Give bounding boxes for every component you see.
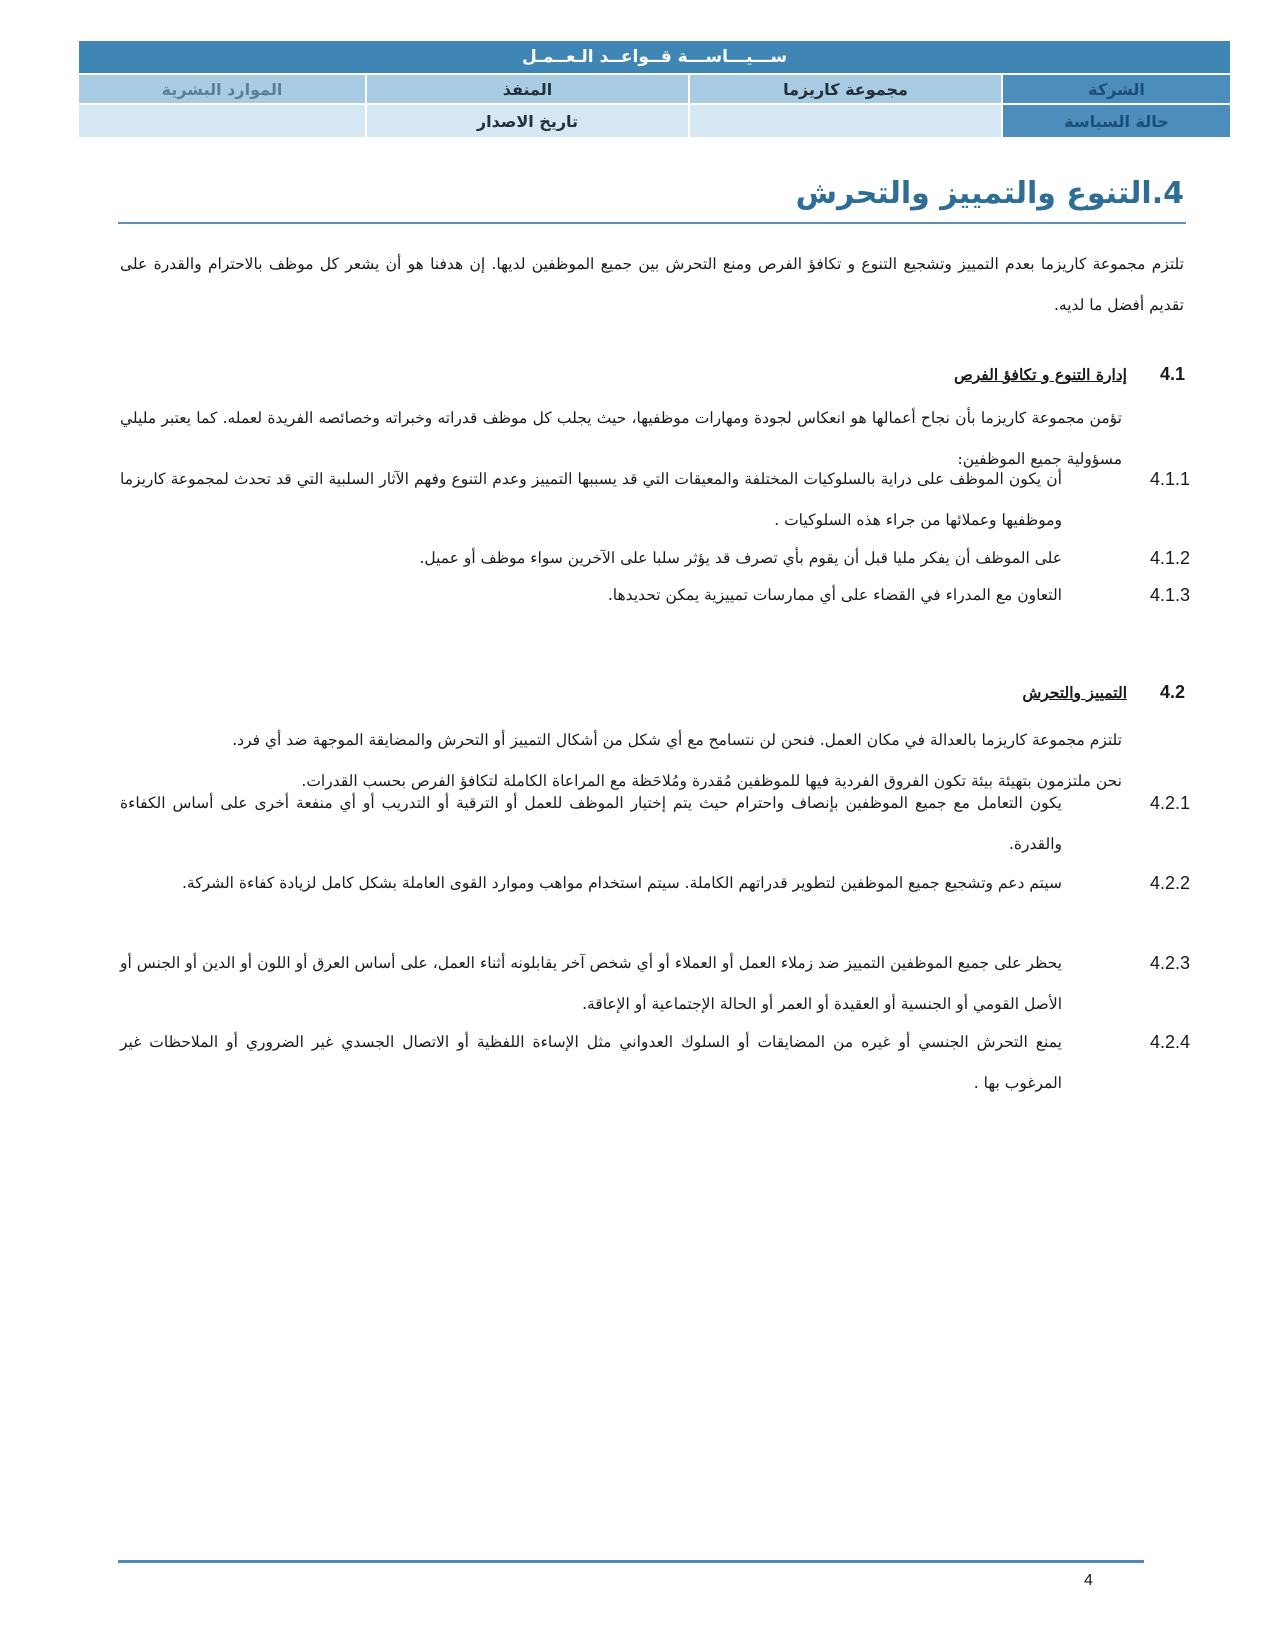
subsection-number: 4.1 <box>1159 364 1185 384</box>
item-text: يحظر على جميع الموظفين التمييز ضد زملاء العمل أو العملاء أو أي شخص آخر يقابلونه أثناء العمل، على أساس العرق أو اللون أو الدين أو الجنس أو الأصل القومي أو الجنسية أو العقيدة أو العمر أو الحالة الإجتماعية أو الإعاقة. <box>120 954 1062 1013</box>
subsection-4-1-heading <box>900 364 1185 385</box>
subsection-4-2-heading <box>960 682 1185 703</box>
subsection-4-2-paragraph: نحن ملتزمون بتهيئة بيئة تكون الفروق الفردية فيها للموظفين مُقدرة ومُلاحَظة مع المراعاة الكاملة لتكافؤ الفرص بحسب القدرات. <box>301 772 1122 790</box>
item-text: يكون التعامل مع جميع الموظفين بإنصاف واحترام حيث يتم إختيار الموظف للعمل أو الترقية أو التدريب أو أي منفعة أخرى على أساس الكفاءة والقدرة. <box>120 794 1062 853</box>
item-number: 4.1.1 <box>1149 469 1190 489</box>
page-number: 4 <box>1084 1572 1093 1589</box>
subsection-title: إدارة التنوع و تكافؤ الفرص <box>953 365 1127 384</box>
company-value: مجموعة كاريزما <box>689 74 1002 104</box>
item-text: يمنع التحرش الجنسي أو غيره من المضايقات أو السلوك العدواني مثل الإساءة اللفظية أو الاتصال الجسدي غير الضروري أو الملاحظات غير المرغوب بها . <box>120 1033 1062 1092</box>
list-item <box>120 575 1190 616</box>
list-item <box>120 459 1190 541</box>
list-item <box>120 1022 1190 1104</box>
list-item <box>120 943 1190 1025</box>
item-text: على الموظف أن يفكر مليا قبل أن يقوم بأي تصرف قد يؤثر سلبا على الآخرين سواء موظف أو عميل. <box>419 549 1062 567</box>
subsection-4-1-paragraph: تؤمن مجموعة كاريزما بأن نجاح أعمالها هو انعكاس لجودة ومهارات موظفيها، حيث يجلب كل موظف قدراته وخبراته وخصائصه الفريدة لعمله. كما يعتبر مليلي مسؤولية جميع الموظفين: <box>120 409 1122 468</box>
list-item <box>120 783 1190 865</box>
footer-divider <box>118 1560 1144 1563</box>
item-number: 4.2.4 <box>1149 1032 1190 1052</box>
subsection-4-2-paragraph: تلتزم مجموعة كاريزما بالعدالة في مكان العمل. فنحن لن نتسامح مع أي شكل من أشكال التمييز أو التحرش والمضايقة الموجهة ضد أي فرد. <box>232 731 1122 749</box>
item-text: أن يكون الموظف على دراية بالسلوكيات المختلفة والمعيقات التي قد يسببها التمييز وعدم التنوع وفهم الآثار السلبية التي قد تحدث لمجموعة كاريزما وموظفيها وعملائها من جراء هذه السلوكيات . <box>120 470 1062 529</box>
subsection-title: التمييز والتحرش <box>1022 683 1127 702</box>
item-number: 4.2.1 <box>1149 793 1190 813</box>
status-value <box>689 104 1002 138</box>
issue-date-label: تاريخ الاصدار <box>366 104 689 138</box>
item-text: التعاون مع المدراء في القضاء على أي ممارسات تمييزية يمكن تحديدها. <box>607 586 1062 604</box>
executor-label: المنفذ <box>366 74 689 104</box>
heading-divider <box>118 222 1186 224</box>
status-label: حالة السياسة <box>1002 104 1231 138</box>
policy-header-table <box>77 39 1232 139</box>
subsection-number: 4.2 <box>1159 682 1185 702</box>
company-label: الشركة <box>1002 74 1231 104</box>
item-number: 4.1.3 <box>1149 585 1190 605</box>
list-item <box>120 538 1190 579</box>
item-number: 4.2.3 <box>1149 953 1190 973</box>
section-heading: 4.التنوع والتمييز والتحرش <box>795 176 1184 211</box>
issue-date-value <box>78 104 366 138</box>
policy-title: ســـيـــاســـة قــواعــد الـعــمـل <box>78 40 1231 74</box>
intro-paragraph: تلتزم مجموعة كاريزما بعدم التمييز وتشجيع التنوع و تكافؤ الفرص ومنع التحرش بين جميع الموظفين لديها. إن هدفنا هو أن يشعر كل موظف بالاحترام والقدرة على تقديم أفضل ما لديه. <box>120 255 1184 314</box>
item-number: 4.1.2 <box>1149 548 1190 568</box>
list-item <box>120 863 1190 904</box>
item-number: 4.2.2 <box>1149 873 1190 893</box>
executor-value: الموارد البشرية <box>78 74 366 104</box>
item-text: سيتم دعم وتشجيع جميع الموظفين لتطوير قدراتهم الكاملة. سيتم استخدام مواهب وموارد القوى العاملة بشكل كامل لزيادة كفاءة الشركة. <box>181 874 1062 892</box>
